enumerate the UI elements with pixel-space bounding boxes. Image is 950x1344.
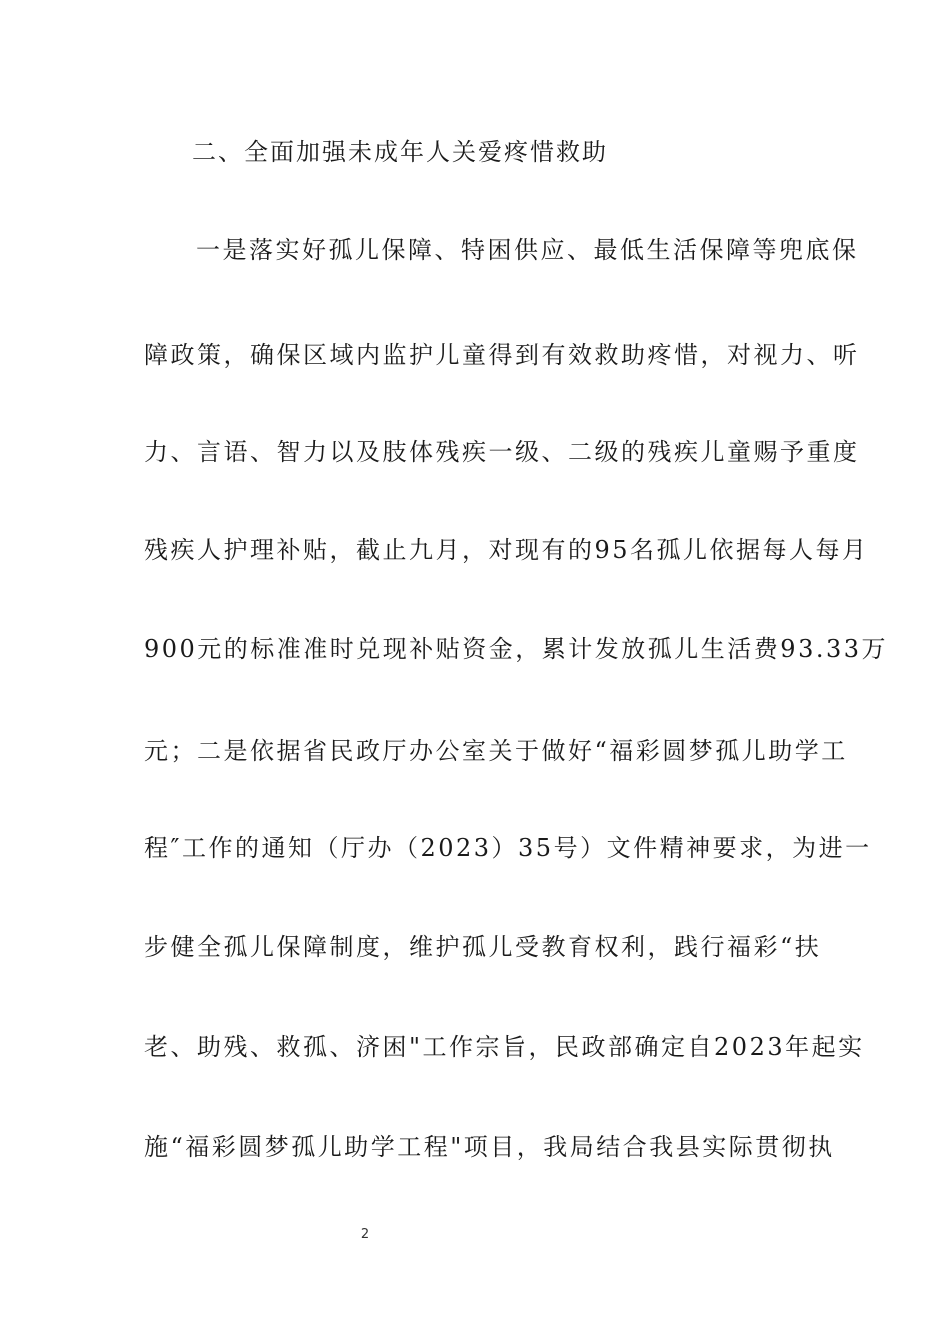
- section-heading: 二、全面加强未成年人关爱疼惜救助: [192, 138, 608, 166]
- paragraph-line: 老、助残、救孤、济困"工作宗旨，民政部确定自2023年起实: [144, 1033, 865, 1061]
- page-number: 2: [360, 1227, 370, 1242]
- paragraph-line: 残疾人护理补贴，截止九月，对现有的95名孤儿依据每人每月: [144, 536, 869, 564]
- paragraph-line: 施“福彩圆梦孤儿助学工程"项目，我局结合我县实际贯彻执: [144, 1133, 835, 1161]
- paragraph-line: 元；二是依据省民政厅办公室关于做好“福彩圆梦孤儿助学工: [144, 737, 848, 765]
- paragraph-line: 力、言语、智力以及肢体残疾一级、二级的残疾儿童赐予重度: [144, 438, 860, 466]
- paragraph-line: 一是落实好孤儿保障、特困供应、最低生活保障等兜底保: [196, 236, 859, 264]
- paragraph-line: 程″工作的通知（厅办（2023）35号）文件精神要求，为进一: [144, 834, 872, 862]
- paragraph-line: 步健全孤儿保障制度，维护孤儿受教育权利，践行福彩“扶: [144, 933, 822, 961]
- paragraph-line: 障政策，确保区域内监护儿童得到有效救助疼惜，对视力、听: [144, 341, 860, 369]
- paragraph-line: 900元的标准准时兑现补贴资金，累计发放孤儿生活费93.33万: [144, 635, 889, 663]
